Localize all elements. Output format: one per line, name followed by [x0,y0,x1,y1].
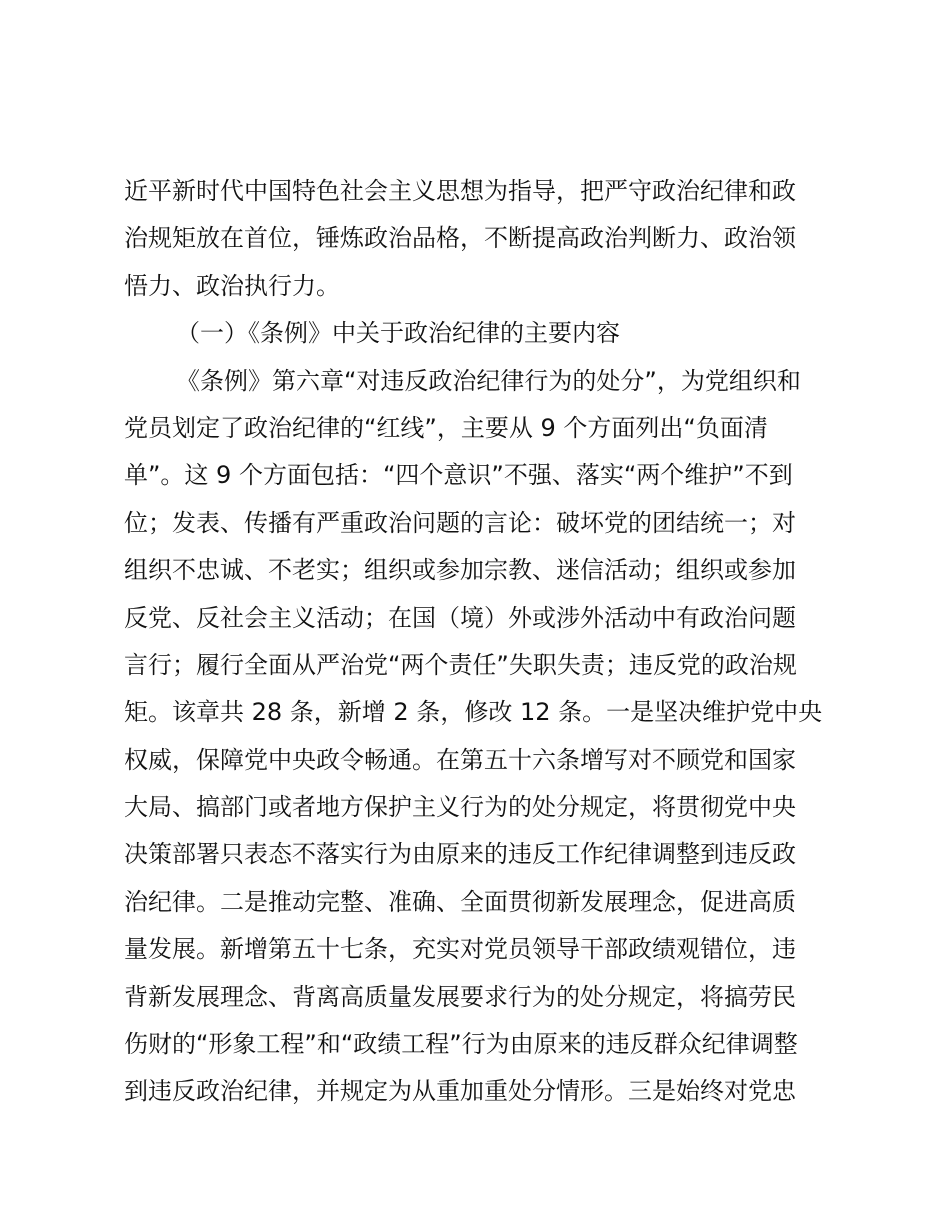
body-line: 决策部署只表态不落实行为由原来的违反工作纪律调整到违反政 [124,840,796,869]
body-line: 矩。该章共 28 条，新增 2 条，修改 12 条。一是坚决维护党中央 [124,698,823,727]
body-line: 悟力、政治执行力。 [124,271,340,300]
body-line: 组织不忠诚、不老实；组织或参加宗教、迷信活动；组织或参加 [124,556,796,585]
body-line: 位；发表、传播有严重政治问题的言论：破坏党的团结统一；对 [124,508,796,537]
section-heading: （一）《条例》中关于政治纪律的主要内容 [176,319,620,348]
body-line: 到违反政治纪律，并规定为从重加重处分情形。三是始终对党忠 [124,1077,796,1106]
body-line: 党员划定了政治纪律的“红线”，主要从 9 个方面列出“负面清 [124,413,768,442]
body-line: 单”。这 9 个方面包括：“四个意识”不强、落实“两个维护”不到 [124,461,793,490]
body-line: 治规矩放在首位，锤炼政治品格，不断提高政治判断力、政治领 [124,224,796,253]
body-line: 权威，保障党中央政令畅通。在第五十六条增写对不顾党和国家 [124,745,796,774]
body-line: 伤财的“形象工程”和“政绩工程”行为由原来的违反群众纪律调整 [124,1030,798,1059]
body-line: 量发展。新增第五十七条，充实对党员领导干部政绩观错位，违 [124,935,796,964]
body-line: 近平新时代中国特色社会主义思想为指导，把严守政治纪律和政 [124,177,796,205]
body-line: 背新发展理念、背离高质量发展要求行为的处分规定，将搞劳民 [124,982,796,1011]
document-body [124,168,830,1116]
body-line: 反党、反社会主义活动；在国（境）外或涉外活动中有政治问题 [124,603,796,632]
body-line: 言行；履行全面从严治党“两个责任”失职失责；违反党的政治规 [124,650,797,679]
paragraph-first-line: 《条例》第六章“对违反政治纪律行为的处分”，为党组织和 [176,366,801,395]
body-line: 治纪律。二是推动完整、准确、全面贯彻新发展理念，促进高质 [124,887,796,916]
body-line: 大局、搞部门或者地方保护主义行为的处分规定，将贯彻党中央 [124,793,796,822]
